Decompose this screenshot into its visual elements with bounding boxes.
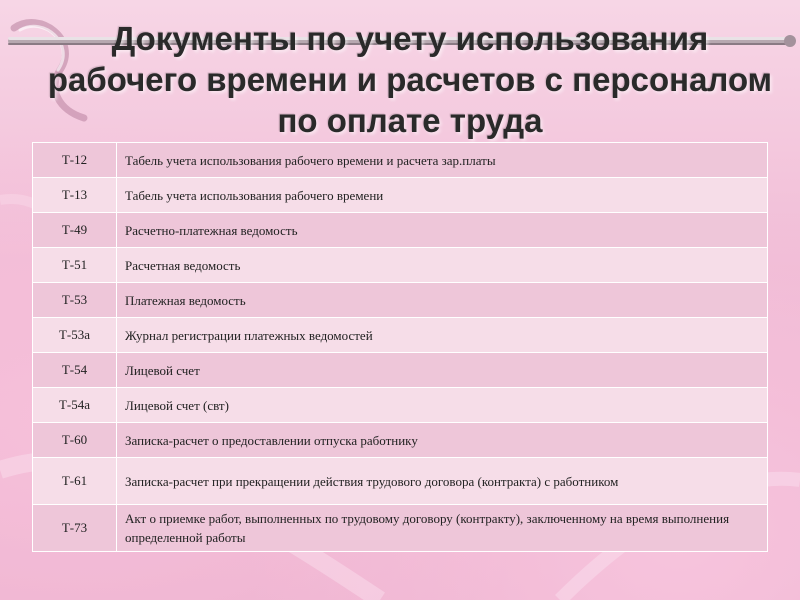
document-name-cell: Табель учета использования рабочего времени и расчета зар.платы — [117, 143, 768, 178]
document-code-cell: Т-51 — [33, 248, 117, 283]
documents-table — [32, 142, 768, 552]
table-row — [33, 505, 768, 552]
document-code-cell: Т-53а — [33, 318, 117, 353]
document-name-cell: Лицевой счет (свт) — [117, 388, 768, 423]
table-row — [33, 318, 768, 353]
table-row — [33, 458, 768, 505]
document-code-cell: Т-53 — [33, 283, 117, 318]
document-name-cell: Акт о приемке работ, выполненных по трудовому договору (контракту), заключенному на время выполнения определенной работы — [117, 505, 768, 552]
document-name-cell: Записка-расчет при прекращении действия трудового договора (контракта) с работником — [117, 458, 768, 505]
document-code-cell: Т-54 — [33, 353, 117, 388]
document-code-cell: Т-13 — [33, 178, 117, 213]
document-code-cell: Т-54а — [33, 388, 117, 423]
table-row — [33, 143, 768, 178]
document-name-cell: Табель учета использования рабочего времени — [117, 178, 768, 213]
document-code-cell: Т-60 — [33, 423, 117, 458]
document-code-cell: Т-73 — [33, 505, 117, 552]
table-row — [33, 248, 768, 283]
document-name-cell: Журнал регистрации платежных ведомостей — [117, 318, 768, 353]
document-name-cell: Расчетная ведомость — [117, 248, 768, 283]
table-row — [33, 213, 768, 248]
document-code-cell: Т-61 — [33, 458, 117, 505]
table-row — [33, 283, 768, 318]
document-code-cell: Т-49 — [33, 213, 117, 248]
table-row — [33, 388, 768, 423]
document-name-cell: Лицевой счет — [117, 353, 768, 388]
table-row — [33, 178, 768, 213]
slide-title: Документы по учету использования рабочего времени и расчетов с персоналом по оплате труда — [47, 20, 773, 139]
document-code-cell: Т-12 — [33, 143, 117, 178]
document-name-cell: Расчетно-платежная ведомость — [117, 213, 768, 248]
table-row — [33, 423, 768, 458]
document-name-cell: Записка-расчет о предоставлении отпуска работнику — [117, 423, 768, 458]
document-name-cell: Платежная ведомость — [117, 283, 768, 318]
table-row — [33, 353, 768, 388]
